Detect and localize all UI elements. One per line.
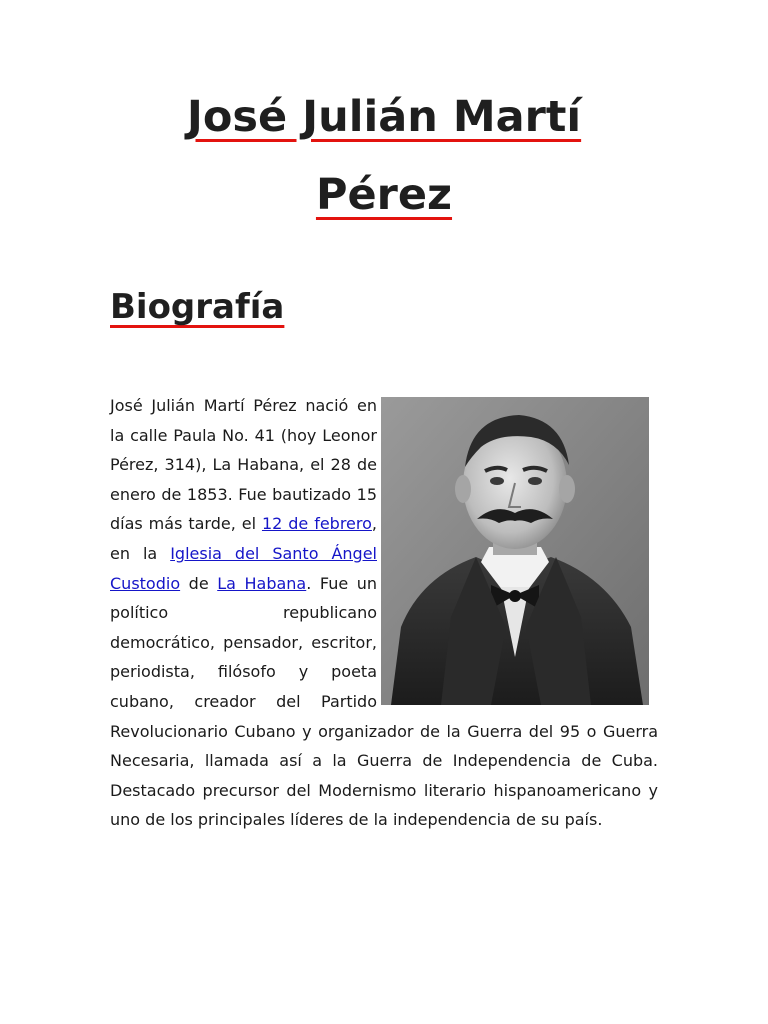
link-12-de-febrero[interactable]: 12 de febrero bbox=[261, 514, 372, 534]
link-iglesia-santo-angel-custodio[interactable]: Iglesia del Santo Ángel Custodio bbox=[110, 543, 377, 593]
title-line-1: José Julián Martí bbox=[186, 92, 582, 142]
link-la-habana[interactable]: La Habana bbox=[217, 573, 307, 593]
paragraph-text-4: . Fue un político republicano democrático, pensador, escritor, periodista, filósofo y poeta cubano, creador del Partido Revolucionario Cubano y organizador de la Guerra del 95 o Guerra Necesaria, llamada así a la Guerra de Independencia de Cuba. Destacado precursor del Modernismo literario hispanoamericano y uno de los principales líderes de la independencia de su país. bbox=[110, 573, 658, 830]
paragraph-text-1: José Julián Martí Pérez nació en la calle Paula No. 41 (hoy Leonor Pérez, 314), La Habana, el 28 de enero de 1853. Fue bautizado 15 días más tarde, el bbox=[110, 396, 377, 534]
paragraph-text-2: , en la bbox=[110, 514, 378, 563]
image-float-spacer bbox=[377, 391, 658, 709]
section-heading-text: Biografía bbox=[110, 287, 285, 327]
paragraph-text-3: de bbox=[180, 573, 218, 593]
section-heading bbox=[110, 282, 284, 332]
page-title bbox=[110, 78, 658, 234]
title-line-2: Pérez bbox=[315, 170, 453, 220]
biography-paragraph bbox=[110, 391, 658, 835]
